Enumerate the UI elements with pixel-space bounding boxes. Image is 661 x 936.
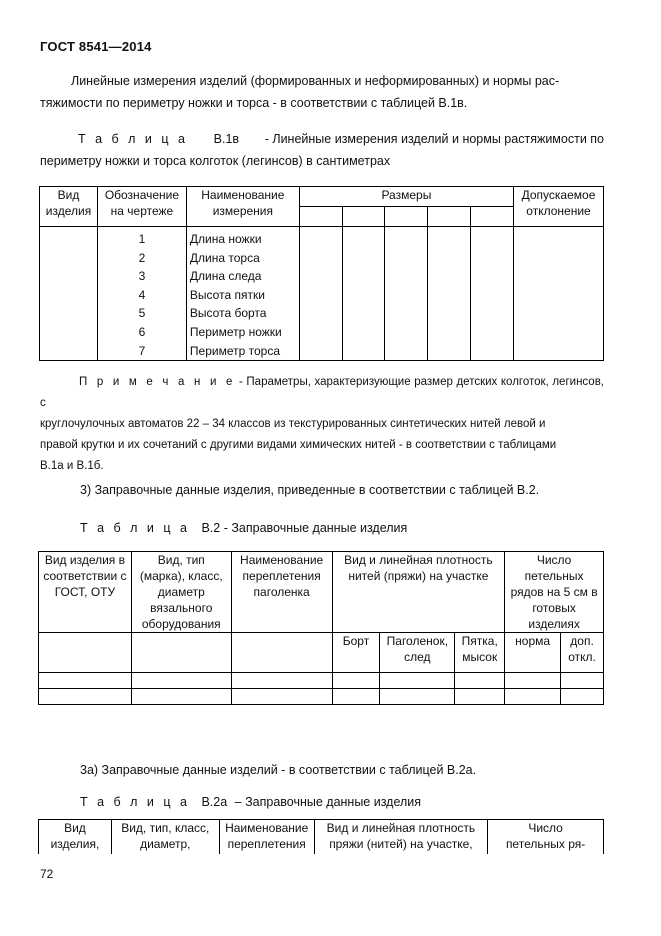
list-item: Высота пятки — [189, 287, 265, 302]
note-text: - Параметры, характеризующие размер детских колготок, легинсов, с — [40, 376, 605, 409]
header-vid — [39, 820, 112, 854]
list-item: Периметр ножки — [189, 324, 282, 339]
note-line-1 — [40, 372, 604, 414]
empty-cell — [380, 689, 455, 705]
header-vid: Вид изделия — [40, 187, 98, 227]
header-line: Вид и линейная плотность — [326, 821, 476, 835]
table-b1v — [39, 186, 604, 361]
size-column — [428, 207, 471, 227]
list-item: Длина ножки — [189, 232, 262, 246]
header-rows — [488, 820, 604, 854]
empty-cell — [505, 673, 561, 689]
header-line: переплетения — [227, 837, 306, 851]
page-number: 72 — [40, 867, 54, 881]
header-line: Вид — [64, 821, 86, 835]
header-equipment: Вид, тип (марка), класс, диаметр вязального оборудования — [131, 552, 231, 633]
tolerance-cell — [514, 227, 604, 361]
size-cell — [471, 227, 514, 361]
caption-label: Т а б л и ц а — [80, 795, 190, 809]
list-item: 2 — [138, 250, 146, 265]
header-line: Наименование — [225, 821, 309, 835]
caption-text: – Заправочные данные изделия — [234, 795, 422, 809]
measurement-list — [186, 227, 299, 361]
empty-cell — [561, 673, 604, 689]
subheader-pyatka: Пятка, мысок — [455, 633, 505, 673]
item-3a: 3а) Заправочные данные изделий - в соответствии с таблицей В.2а. — [80, 763, 477, 777]
note — [40, 372, 604, 477]
table-b2a — [38, 819, 604, 854]
header-equipment — [111, 820, 219, 854]
size-cell — [428, 227, 471, 361]
header-line: Вид, тип, класс, — [121, 821, 210, 835]
empty-cell — [455, 673, 505, 689]
vid-cell — [40, 227, 98, 361]
subheader-deviation: доп. откл. — [561, 633, 604, 673]
note-line-3: правой крутки и их сочетаний с другими видами химических нитей - в соответствии с таблицами — [40, 439, 557, 451]
caption-number: В.1в — [213, 132, 240, 146]
header-weave: Наименование переплетения паголенка — [231, 552, 332, 633]
header-tolerance: Допускаемое отклонение — [514, 187, 604, 227]
header-line: пряжи (нитей) на участке, — [329, 837, 473, 851]
header-line: диаметр, — [140, 837, 191, 851]
note-line-4: В.1а и В.1б. — [40, 460, 104, 472]
subheader-bort: Борт — [332, 633, 380, 673]
subheader-norm: норма — [505, 633, 561, 673]
size-column — [342, 207, 385, 227]
empty-cell — [231, 673, 332, 689]
intro-line-1: Линейные измерения изделий (формированных и неформированных) и нормы рас- — [71, 74, 560, 88]
header-line: петельных ря- — [505, 837, 586, 851]
list-item: 3 — [138, 269, 146, 284]
caption-text: - Заправочные данные изделия — [223, 521, 408, 535]
empty-cell — [131, 673, 231, 689]
table-b2 — [38, 551, 604, 705]
caption-number: В.2 — [201, 521, 221, 535]
header-vid: Вид изделия в соответствии с ГОСТ, ОТУ — [39, 552, 132, 633]
header-line: изделия, — [50, 837, 100, 851]
empty-cell — [231, 689, 332, 705]
header-weave — [219, 820, 314, 854]
header-yarn — [314, 820, 488, 854]
list-item: 5 — [138, 306, 146, 321]
intro-line-2: тяжимости по периметру ножки и торса - в соответствии с таблицей В.1в. — [40, 96, 468, 110]
list-item: Длина торса — [189, 250, 260, 265]
empty-cell — [231, 633, 332, 673]
table-b1v-caption — [78, 128, 604, 150]
size-column — [385, 207, 428, 227]
header-rows: Число петельных рядов на 5 см в готовых изделиях — [505, 552, 604, 633]
empty-cell — [131, 689, 231, 705]
list-item: 6 — [138, 324, 146, 339]
list-item: Длина следа — [189, 269, 262, 284]
empty-cell — [39, 689, 132, 705]
list-item: Периметр торса — [189, 343, 280, 358]
list-item: 1 — [138, 232, 146, 246]
header-name: Наименование измерения — [186, 187, 299, 227]
number-list — [97, 227, 186, 361]
empty-cell — [455, 689, 505, 705]
caption-number: В.2а — [201, 795, 228, 809]
header-line: Число — [528, 821, 563, 835]
header-designation: Обозначение на чертеже — [97, 187, 186, 227]
document-header: ГОСТ 8541—2014 — [40, 39, 152, 54]
header-yarn: Вид и линейная плотность нитей (пряжи) на участке — [332, 552, 505, 633]
empty-cell — [39, 633, 132, 673]
caption-label: Т а б л и ц а — [78, 132, 188, 146]
size-column — [299, 207, 342, 227]
empty-cell — [39, 673, 132, 689]
list-item: 4 — [138, 287, 146, 302]
table-b1v-caption-line-2: периметру ножки и торса колготок (легинсов) в сантиметрах — [40, 154, 391, 168]
list-item: Высота борта — [189, 306, 267, 321]
size-column — [471, 207, 514, 227]
size-cell — [342, 227, 385, 361]
empty-cell — [332, 689, 380, 705]
empty-cell — [380, 673, 455, 689]
note-line-2: круглочулочных автоматов 22 – 34 классов из текстурированных синтетических нитей левой и — [40, 418, 546, 430]
empty-cell — [332, 673, 380, 689]
caption-label: Т а б л и ц а — [80, 521, 190, 535]
empty-cell — [561, 689, 604, 705]
caption-text: - Линейные измерения изделий и нормы растяжимости по — [264, 132, 604, 146]
table-b2-caption — [80, 517, 407, 539]
size-cell — [385, 227, 428, 361]
subheader-pagolenok: Паголенок, след — [380, 633, 455, 673]
empty-cell — [505, 689, 561, 705]
size-cell — [299, 227, 342, 361]
list-item: 7 — [138, 343, 146, 358]
empty-cell — [131, 633, 231, 673]
table-b2a-caption — [80, 791, 421, 813]
item-3: 3) Заправочные данные изделия, приведенные в соответствии с таблицей В.2. — [80, 483, 540, 497]
header-sizes: Размеры — [299, 187, 513, 207]
note-label: П р и м е ч а н и е — [79, 376, 236, 388]
